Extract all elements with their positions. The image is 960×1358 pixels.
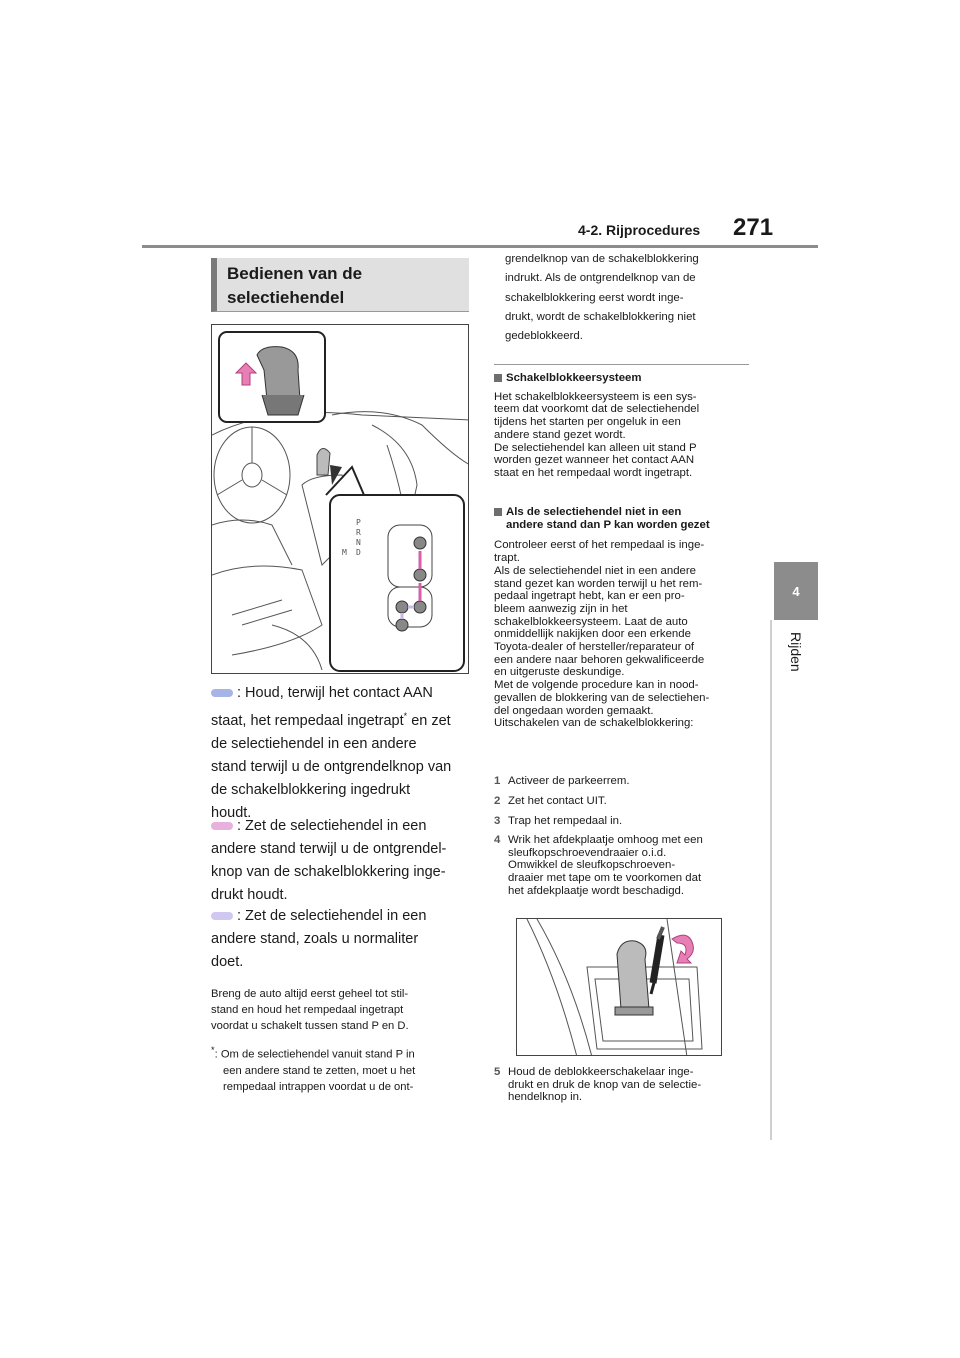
shift-lock-title: Schakelblokkeersysteem <box>494 372 756 385</box>
footnote: *: Om de selectiehendel vanuit stand P in een andere stand te zetten, moet u het rempedaal intrappen voordat u de ont- <box>211 1045 416 1093</box>
gate-label-n: N <box>356 538 361 547</box>
header-divider <box>142 245 818 248</box>
cover-plate-illustration <box>516 918 722 1056</box>
lavender-arrow-icon <box>211 912 233 920</box>
shift-knob-detail <box>219 332 325 422</box>
page-number: 271 <box>733 214 774 241</box>
footnote-continued: grendelknop van de schakelblokkering indrukt. Als de ontgrendelknop van de schakelblokkering eerst wordt inge- drukt, wordt de schakelblokkering niet gedeblokkeerd. <box>505 253 699 343</box>
section-title-line2: selectiehendel <box>227 288 345 307</box>
step-1: 1 Activeer de parkeerrem. <box>494 775 630 787</box>
legend-item-1: : Houd, terwijl het contact AAN staat, het rempedaal ingetrapt* en zet de selectiehendel in een andere stand terwijl u de ontgrendelknop van de schakelblokkering ingedrukt houdt. <box>211 685 452 821</box>
section-title-line1: Bedienen van de <box>227 264 363 283</box>
blue-arrow-icon <box>211 689 233 697</box>
section-header: 4-2. Rijprocedures <box>578 222 701 238</box>
screwdriver-drawing <box>517 919 722 1056</box>
bullet-square-icon <box>494 508 502 516</box>
shift-lock-section <box>494 372 756 480</box>
safety-note: Breng de auto altijd eerst geheel tot stil- stand en houd het rempedaal ingetrapt voordat u schakelt tussen stand P en D. <box>211 988 409 1032</box>
chapter-tab: 4 <box>774 562 818 620</box>
chapter-label: Rijden <box>788 632 804 672</box>
stuck-lever-title: Als de selectiehendel niet in een andere stand dan P kan worden gezet <box>494 506 756 531</box>
stuck-lever-section <box>494 506 756 730</box>
chapter-tab-line <box>770 620 772 1140</box>
stuck-lever-text: Controleer eerst of het rempedaal is inge- trapt. Als de selectiehendel niet in een andere stand gezet kan worden terwijl u het rem- pedaal ingetrapt hebt, kan er een pro- bleem aanwezig zijn in het schakelblokkeersysteem. Laat de auto onmiddellijk nakijken door een erkende Toyota-dealer of hersteller/reparateur of een andere naar behoren gekwalificeerde en uitgeruste deskundige. Met de volgende procedure kan in nood- gevallen de blokkering van de selectiehen- del ongedaan worden gemaakt. Uitschakelen van de schakelblokkering: <box>494 539 710 730</box>
car-interior-drawing <box>212 325 469 674</box>
gate-label-m: M <box>342 548 347 557</box>
pink-arrow-icon <box>211 822 233 830</box>
section-title-box <box>211 258 469 312</box>
shift-lever-illustration <box>211 324 469 674</box>
step-3: 3 Trap het rempedaal in. <box>494 815 623 827</box>
gate-label-d: D <box>356 548 361 557</box>
step-2: 2 Zet het contact UIT. <box>494 795 607 807</box>
step-4: 4 Wrik het afdekplaatje omhoog met een sleufkopschroevendraaier o.i.d. Omwikkel de sleufkopschroeven- draaier met tape om te voorkomen dat het afdekplaatje wordt beschadigd. <box>494 834 703 897</box>
gate-label-r: R <box>356 528 361 537</box>
bullet-square-icon <box>494 374 502 382</box>
legend-item-3: : Zet de selectiehendel in een andere stand, zoals u normaliter doet. <box>211 908 427 970</box>
step-5: 5 Houd de deblokkeerschakelaar inge- drukt en druk de knop van de selectie- hendelknop in. <box>494 1066 702 1104</box>
gate-detail <box>326 467 464 671</box>
shift-lock-text: Het schakelblokkeersysteem is een sys- teem dat voorkomt dat de selectiehendel tijdens het starten per ongeluk in een andere stand gezet wordt. De selectiehendel kan alleen uit stand P worden gezet wanneer het contact AAN staat en het rempedaal wordt ingetrapt. <box>494 390 700 479</box>
legend-item-2: : Zet de selectiehendel in een andere stand terwijl u de ontgrendel- knop van de schakelblokkering inge- drukt houdt. <box>211 818 447 903</box>
section-divider <box>494 364 749 365</box>
gate-label-p: P <box>356 518 361 527</box>
